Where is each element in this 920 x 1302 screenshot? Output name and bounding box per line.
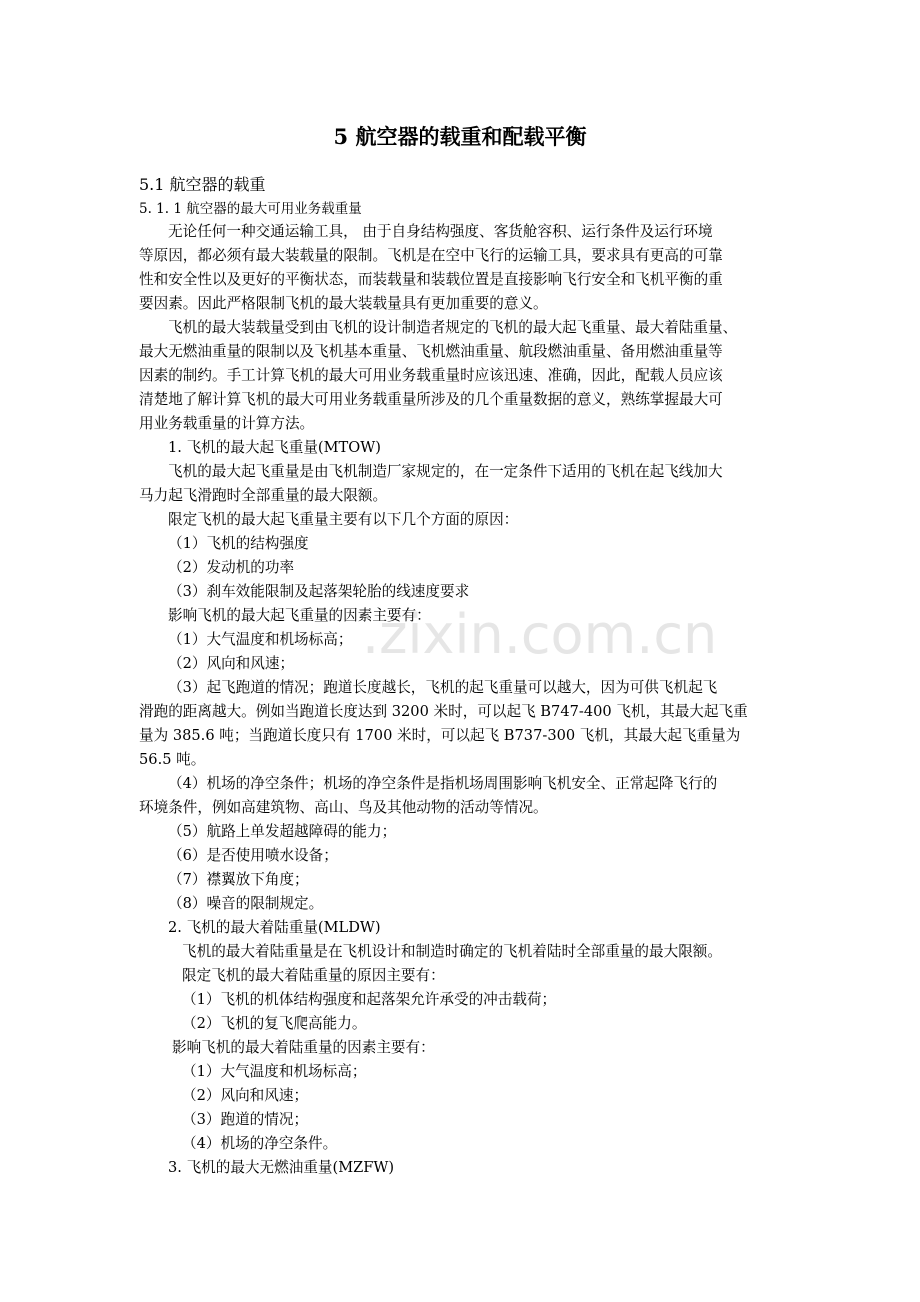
- text-line: 要因素。因此严格限制飞机的最大装载量具有更加重要的意义。: [139, 295, 548, 312]
- page-title: 5 航空器的载重和配载平衡: [333, 124, 587, 149]
- numbered-heading: 2. 飞机的最大着陆重量(MLDW): [168, 919, 381, 936]
- text-line: 飞机的最大装载量受到由飞机的设计制造者规定的飞机的最大起飞重量、最大着陆重量、: [168, 319, 738, 336]
- list-item: （4）机场的净空条件；机场的净空条件是指机场周围影响飞机安全、正常起降飞行的: [168, 775, 718, 792]
- text-line: 量为 385.6 吨；当跑道长度只有 1700 米时，可以起飞 B737-300 飞机，其最大起飞重量为: [139, 727, 741, 744]
- numbered-heading: 3. 飞机的最大无燃油重量(MZFW): [168, 1159, 395, 1176]
- list-item: （6）是否使用喷水设备；: [168, 847, 338, 864]
- list-item: （7）襟翼放下角度；: [168, 871, 309, 888]
- text-line: 飞机的最大起飞重量是由飞机制造厂家规定的，在一定条件下适用的飞机在起飞线加大: [168, 463, 723, 480]
- text-line: 用业务载重量的计算方法。: [139, 415, 315, 432]
- list-item: （1）飞机的机体结构强度和起落架允许承受的冲击载荷；: [182, 991, 557, 1008]
- list-item: （5）航路上单发超越障碍的能力；: [168, 823, 397, 840]
- numbered-heading: 1. 飞机的最大起飞重量(MTOW): [168, 439, 381, 456]
- text-line: 限定飞机的最大着陆重量的原因主要有：: [182, 967, 445, 984]
- text-line: 性和安全性以及更好的平衡状态，而装载量和装载位置是直接影响飞行安全和飞机平衡的重: [139, 271, 723, 288]
- text-line: 56.5 吨。: [139, 751, 206, 768]
- text-line: 限定飞机的最大起飞重量主要有以下几个方面的原因：: [168, 511, 519, 528]
- subsection-heading: 5. 1. 1 航空器的最大可用业务载重量: [139, 201, 362, 217]
- list-item: （2）发动机的功率: [168, 559, 295, 576]
- list-item: （1）大气温度和机场标高；: [182, 1063, 367, 1080]
- text-line: 等原因，都必须有最大装载量的限制。飞机是在空中飞行的运输工具，要求具有更高的可靠: [139, 247, 723, 264]
- list-item: （2）风向和风速；: [182, 1087, 309, 1104]
- list-item: （8）噪音的限制规定。: [168, 895, 324, 912]
- text-line: 清楚地了解计算飞机的最大可用业务载重量所涉及的几个重量数据的意义，熟练掌握最大可: [139, 391, 723, 408]
- list-item: （1）大气温度和机场标高；: [168, 631, 353, 648]
- text-line: 影响飞机的最大起飞重量的因素主要有：: [168, 607, 431, 624]
- text-line: 无论任何一种交通运输工具， 由于自身结构强度、客货舱容积、运行条件及运行环境: [168, 223, 713, 240]
- list-item: （1）飞机的结构强度: [168, 535, 309, 552]
- text-line: 因素的制约。手工计算飞机的最大可用业务载重量时应该迅速、准确，因此，配载人员应该: [139, 367, 723, 384]
- list-item: （4）机场的净空条件。: [182, 1135, 338, 1152]
- text-line: 影响飞机的最大着陆重量的因素主要有：: [172, 1039, 435, 1056]
- text-line: 最大无燃油重量的限制以及飞机基本重量、飞机燃油重量、航段燃油重量、备用燃油重量等: [139, 343, 723, 360]
- text-line: 马力起飞滑跑时全部重量的最大限额。: [139, 487, 388, 504]
- list-item: （2）飞机的复飞爬高能力。: [182, 1015, 367, 1032]
- text-line: 飞机的最大着陆重量是在飞机设计和制造时确定的飞机着陆时全部重量的最大限额。: [182, 943, 722, 960]
- list-item: （2）风向和风速；: [168, 655, 295, 672]
- list-item: （3）跑道的情况；: [182, 1111, 309, 1128]
- text-line: 滑跑的距离越大。例如当跑道长度达到 3200 米时，可以起飞 B747-400 飞机，其最大起飞重: [139, 703, 748, 720]
- text-line: 环境条件，例如高建筑物、高山、鸟及其他动物的活动等情况。: [139, 799, 548, 816]
- list-item: （3）刹车效能限制及起落架轮胎的线速度要求: [168, 583, 470, 600]
- section-heading: 5.1 航空器的载重: [139, 175, 266, 194]
- watermark: .zixin.com.cn: [362, 603, 718, 666]
- list-item: （3）起飞跑道的情况；跑道长度越长，飞机的起飞重量可以越大，因为可供飞机起飞: [168, 679, 718, 696]
